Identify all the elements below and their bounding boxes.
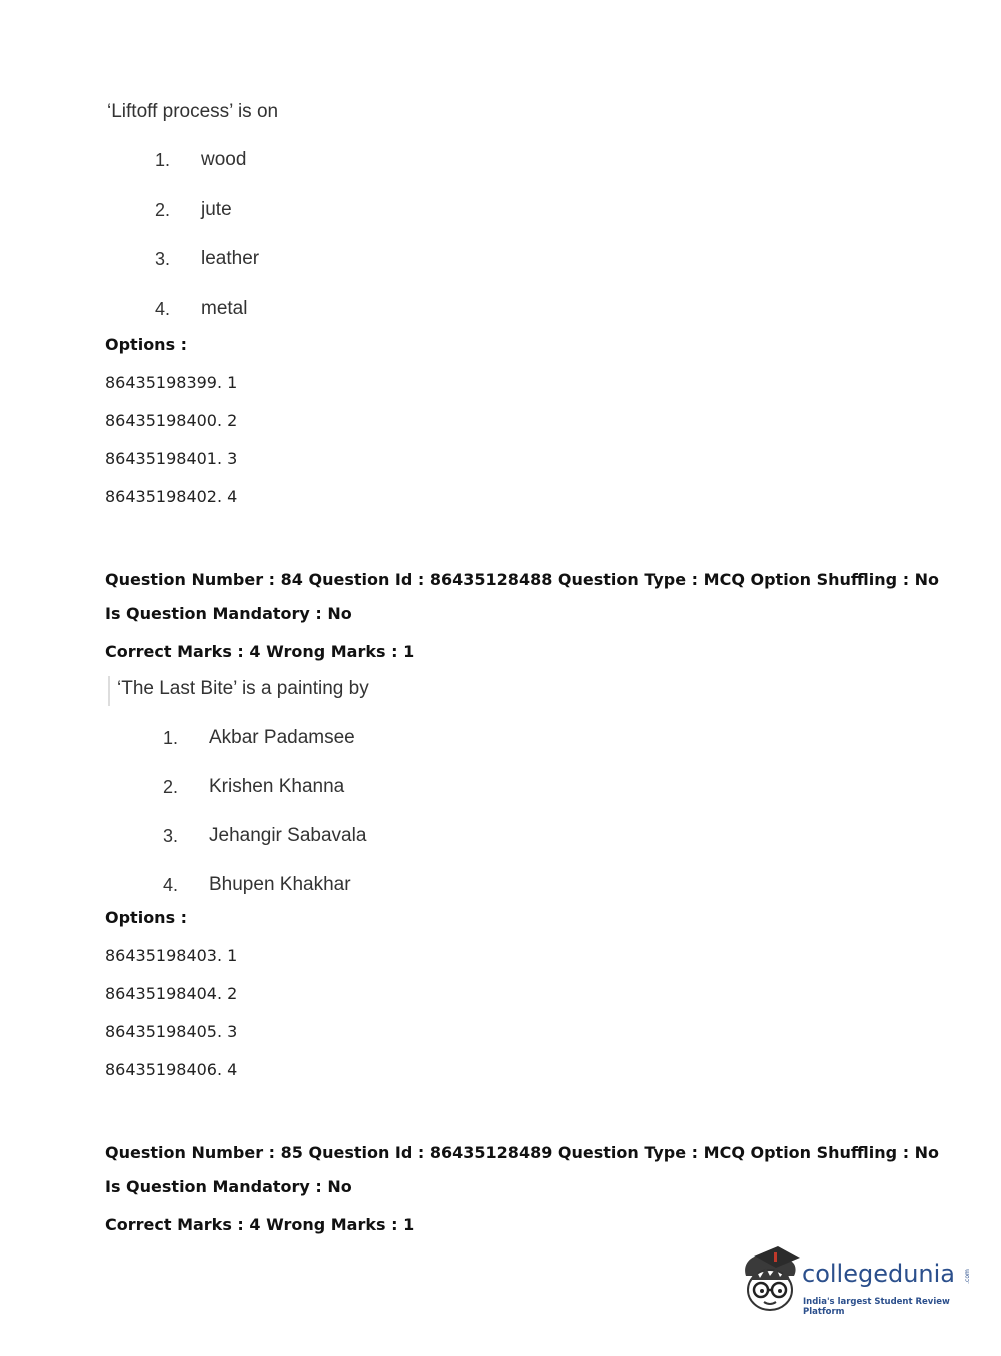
- choice-number: 4.: [155, 299, 171, 319]
- choice-number: 2.: [155, 200, 171, 220]
- brand-name: collegedunia: [802, 1260, 956, 1288]
- choice-text: wood: [201, 149, 247, 170]
- choice-text: metal: [201, 298, 248, 319]
- question-header: Question Number : 84 Question Id : 86435128488 Question Type : MCQ Option Shuffling : No: [105, 570, 940, 589]
- mascot-icon: [738, 1246, 804, 1318]
- choice-text: leather: [201, 248, 260, 269]
- choice-number: 3.: [163, 826, 179, 846]
- question-mandatory: Is Question Mandatory : No: [105, 604, 352, 623]
- options-label: Options :: [105, 908, 188, 927]
- divider: [108, 676, 110, 706]
- choice-number: 3.: [155, 249, 171, 269]
- collegedunia-logo: [738, 1246, 971, 1318]
- option-id: 86435198404. 2: [105, 984, 238, 1003]
- option-id: 86435198402. 4: [105, 487, 238, 506]
- question-stem: ‘The Last Bite’ is a painting by: [117, 678, 369, 699]
- option-id: 86435198405. 3: [105, 1022, 238, 1041]
- question-mandatory: Is Question Mandatory : No: [105, 1177, 352, 1196]
- option-id: 86435198399. 1: [105, 373, 238, 392]
- brand-tagline: India's largest Student Review Platform: [803, 1297, 950, 1317]
- choice-text: Bhupen Khakhar: [209, 874, 351, 895]
- options-label: Options :: [105, 335, 188, 354]
- choice-number: 1.: [163, 728, 179, 748]
- question-marks: Correct Marks : 4 Wrong Marks : 1: [105, 1215, 415, 1234]
- question-stem: ‘Liftoff process’ is on: [107, 101, 279, 122]
- choice-text: jute: [201, 199, 232, 220]
- choice-text: Akbar Padamsee: [209, 727, 355, 748]
- option-id: 86435198401. 3: [105, 449, 238, 468]
- choice-number: 4.: [163, 875, 179, 895]
- choice-number: 2.: [163, 777, 179, 797]
- option-id: 86435198400. 2: [105, 411, 238, 430]
- option-id: 86435198406. 4: [105, 1060, 238, 1079]
- choice-number: 1.: [155, 150, 171, 170]
- choice-text: Krishen Khanna: [209, 776, 345, 797]
- question-header: Question Number : 85 Question Id : 86435128489 Question Type : MCQ Option Shuffling : No: [105, 1143, 940, 1162]
- option-id: 86435198403. 1: [105, 946, 238, 965]
- choice-text: Jehangir Sabavala: [209, 825, 367, 846]
- question-marks: Correct Marks : 4 Wrong Marks : 1: [105, 642, 415, 661]
- brand-suffix: .com: [963, 1269, 971, 1284]
